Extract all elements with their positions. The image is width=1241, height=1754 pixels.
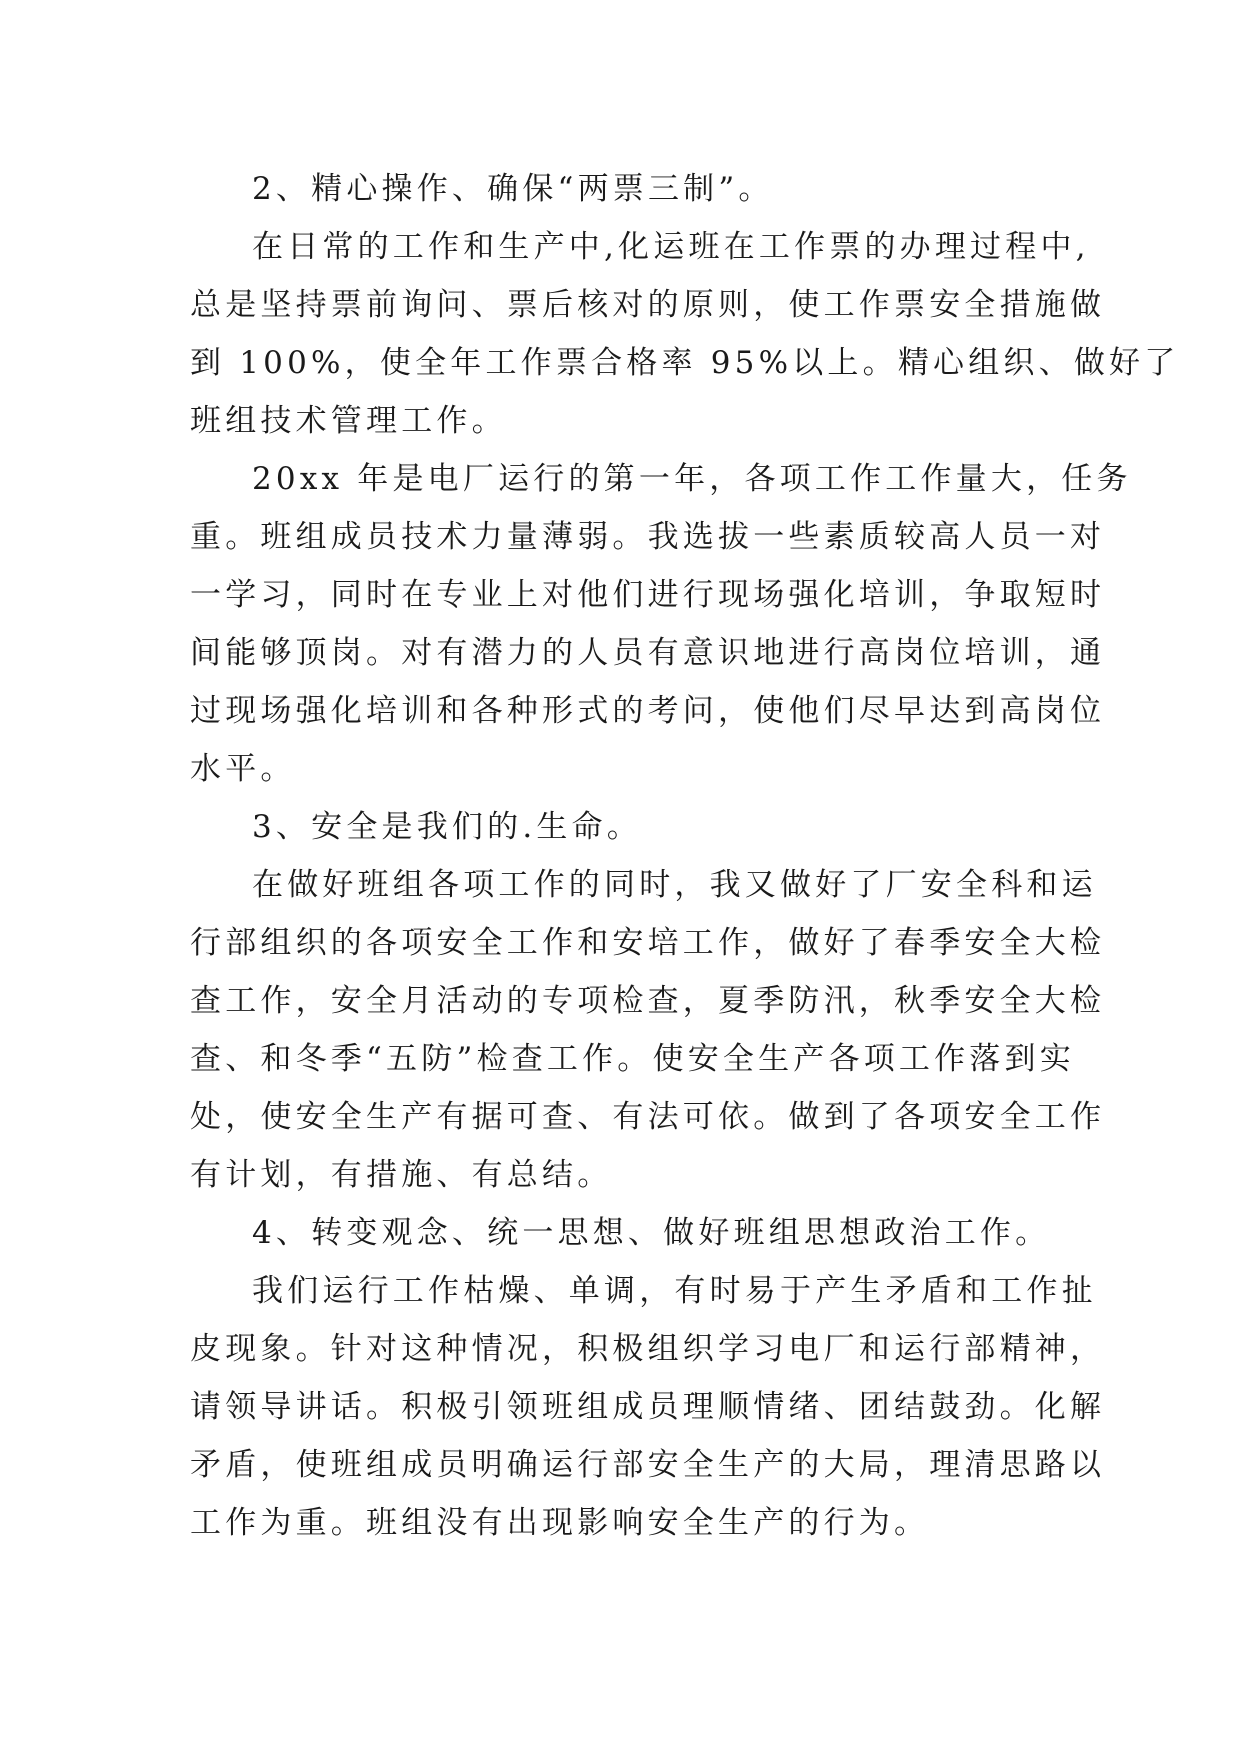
paragraph-line: 处，使安全生产有据可查、有法可依。做到了各项安全工作 <box>190 1099 1106 1135</box>
paragraph-line: 矛盾，使班组成员明确运行部安全生产的大局，理清思路以 <box>190 1447 1106 1483</box>
paragraph-line: 皮现象。针对这种情况，积极组织学习电厂和运行部精神， <box>190 1331 1106 1367</box>
paragraph-line: 班组技术管理工作。 <box>190 403 507 439</box>
paragraph-line: 查、和冬季“五防”检查工作。使安全生产各项工作落到实 <box>190 1041 1075 1077</box>
paragraph-line: 在日常的工作和生产中,化运班在工作票的办理过程中, <box>252 229 1090 265</box>
paragraph-line: 20xx 年是电厂运行的第一年，各项工作工作量大，任务 <box>252 461 1132 497</box>
paragraph-line: 我们运行工作枯燥、单调，有时易于产生矛盾和工作扯 <box>252 1273 1097 1309</box>
paragraph-line: 到 100%，使全年工作票合格率 95%以上。精心组织、做好了 <box>190 345 1180 381</box>
paragraph-line: 有计划，有措施、有总结。 <box>190 1157 613 1193</box>
section-heading-4: 4、转变观念、统一思想、做好班组思想政治工作。 <box>252 1215 1051 1251</box>
paragraph-line: 行部组织的各项安全工作和安培工作，做好了春季安全大检 <box>190 925 1106 961</box>
paragraph-line: 过现场强化培训和各种形式的考问，使他们尽早达到高岗位 <box>190 693 1106 729</box>
paragraph-line: 查工作，安全月活动的专项检查，夏季防汛，秋季安全大检 <box>190 983 1106 1019</box>
section-heading-2: 2、精心操作、确保“两票三制”。 <box>252 171 774 207</box>
paragraph-line: 工作为重。班组没有出现影响安全生产的行为。 <box>190 1505 930 1541</box>
paragraph-line: 重。班组成员技术力量薄弱。我选拔一些素质较高人员一对 <box>190 519 1106 555</box>
paragraph-line: 水平。 <box>190 751 296 787</box>
paragraph-line: 请领导讲话。积极引领班组成员理顺情绪、团结鼓劲。化解 <box>190 1389 1106 1425</box>
paragraph-line: 总是坚持票前询问、票后核对的原则，使工作票安全措施做 <box>190 287 1106 323</box>
section-heading-3: 3、安全是我们的.生命。 <box>252 809 642 845</box>
document-body <box>190 160 1180 1552</box>
paragraph-line: 在做好班组各项工作的同时，我又做好了厂安全科和运 <box>252 867 1097 903</box>
paragraph-line: 间能够顶岗。对有潜力的人员有意识地进行高岗位培训，通 <box>190 635 1106 671</box>
paragraph-line: 一学习，同时在专业上对他们进行现场强化培训，争取短时 <box>190 577 1106 613</box>
